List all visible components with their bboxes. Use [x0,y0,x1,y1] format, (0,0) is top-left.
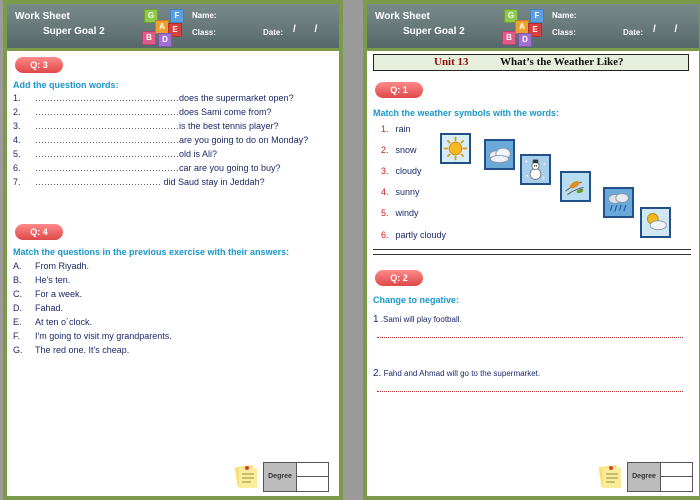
worksheet-title: Work Sheet [15,11,70,22]
question-line-2: 2. …………………………………………does Sami come from? [13,107,272,117]
answer-line-b: B. He's ten. [13,275,71,285]
answer-line-2 [377,391,683,392]
q1-badge: Q: 1 [375,82,423,98]
weather-word-cloudy: 3. cloudy [381,166,422,176]
q2-heading: Change to negative: [373,295,460,305]
question-line-5: 5. …………………………………………old is Ali? [13,149,218,159]
answer-line-a: A. From Riyadh. [13,261,90,271]
question-line-1: 1. …………………………………………does the supermarket open? [13,93,294,103]
sun-icon [440,133,471,164]
abc-blocks-logo [142,9,186,45]
cloud-icon [484,139,515,170]
worksheet-title: Work Sheet [375,11,430,22]
class-label: Class: [192,28,217,37]
block-b: B [502,31,516,45]
answer-line-f: F. I'm going to visit my grandparents. [13,331,172,341]
q2-badge: Q: 2 [375,270,423,286]
worksheet-subtitle: Super Goal 2 [403,26,465,37]
unit-title: What’s the Weather Like? [500,56,624,68]
question-line-4: 4. …………………………………………are you going to do on Monday? [13,135,309,145]
degree-score-cell [660,463,692,477]
worksheet-header [367,4,699,51]
degree-score-cell [296,463,328,477]
weather-word-rain: 1. rain [381,124,411,134]
degree-box [263,462,329,492]
answer-line-1 [377,337,683,338]
weather-word-partly-cloudy: 6. partly cloudy [381,230,447,240]
date-label: Date: [623,28,644,37]
answer-line-d: D. Fahad. [13,303,64,313]
name-label: Name: [552,11,577,20]
block-b: B [142,31,156,45]
degree-total-cell [660,477,692,491]
class-label: Class: [552,28,577,37]
worksheet-page-right [363,0,700,500]
weather-word-sunny: 4. sunny [381,187,420,197]
block-a: A [155,20,169,34]
degree-label: Degree [264,463,296,491]
block-f: F [530,9,544,23]
question-line-6: 6. …………………………………………car are you going to buy? [13,163,281,173]
unit-title-bar [373,54,689,71]
date-slashes: / / [653,24,686,35]
weather-word-snow: 2. snow [381,145,417,155]
worksheet-subtitle: Super Goal 2 [43,26,105,37]
sticky-notes-icon [597,462,623,490]
q3-heading: Add the question words: [13,80,119,90]
block-e: E [528,23,542,37]
q1-heading: Match the weather symbols with the words: [373,108,560,118]
q4-badge: Q: 4 [15,224,63,240]
answer-line-e: E. At ten o´clock. [13,317,93,327]
worksheet-page-left [3,0,343,500]
block-d: D [518,33,532,47]
unit-number: Unit 13 [434,56,469,68]
worksheet-header [7,4,339,51]
abc-blocks-logo [502,9,546,45]
degree-label: Degree [628,463,660,491]
section-divider [373,249,691,255]
block-e: E [168,23,182,37]
snowman-icon [520,154,551,185]
negative-sentence-2: 2. Fahd and Ahmad will go to the supermarket. [373,368,541,379]
question-line-7: 7. …………………………………… did Saud stay in Jeddah? [13,177,265,187]
q3-badge: Q: 3 [15,57,63,73]
date-label: Date: [263,28,284,37]
rain-cloud-icon [603,187,634,218]
wind-leaf-icon [560,171,591,202]
block-f: F [170,9,184,23]
question-line-3: 3. …………………………………………is the best tennis player? [13,121,279,131]
sticky-notes-icon [233,462,259,490]
degree-box [627,462,693,492]
date-slashes: / / [293,24,326,35]
answer-line-g: G. The red one. It's cheap. [13,345,130,355]
negative-sentence-1: 1 .Sami will play football. [373,314,462,325]
answer-line-c: C. For a week. [13,289,83,299]
block-g: G [504,9,518,23]
name-label: Name: [192,11,217,20]
q4-heading: Match the questions in the previous exercise with their answers: [13,247,290,257]
block-a: A [515,20,529,34]
block-d: D [158,33,172,47]
weather-word-windy: 5. windy [381,208,419,218]
partly-cloudy-icon [640,207,671,238]
block-g: G [144,9,158,23]
degree-total-cell [296,477,328,491]
